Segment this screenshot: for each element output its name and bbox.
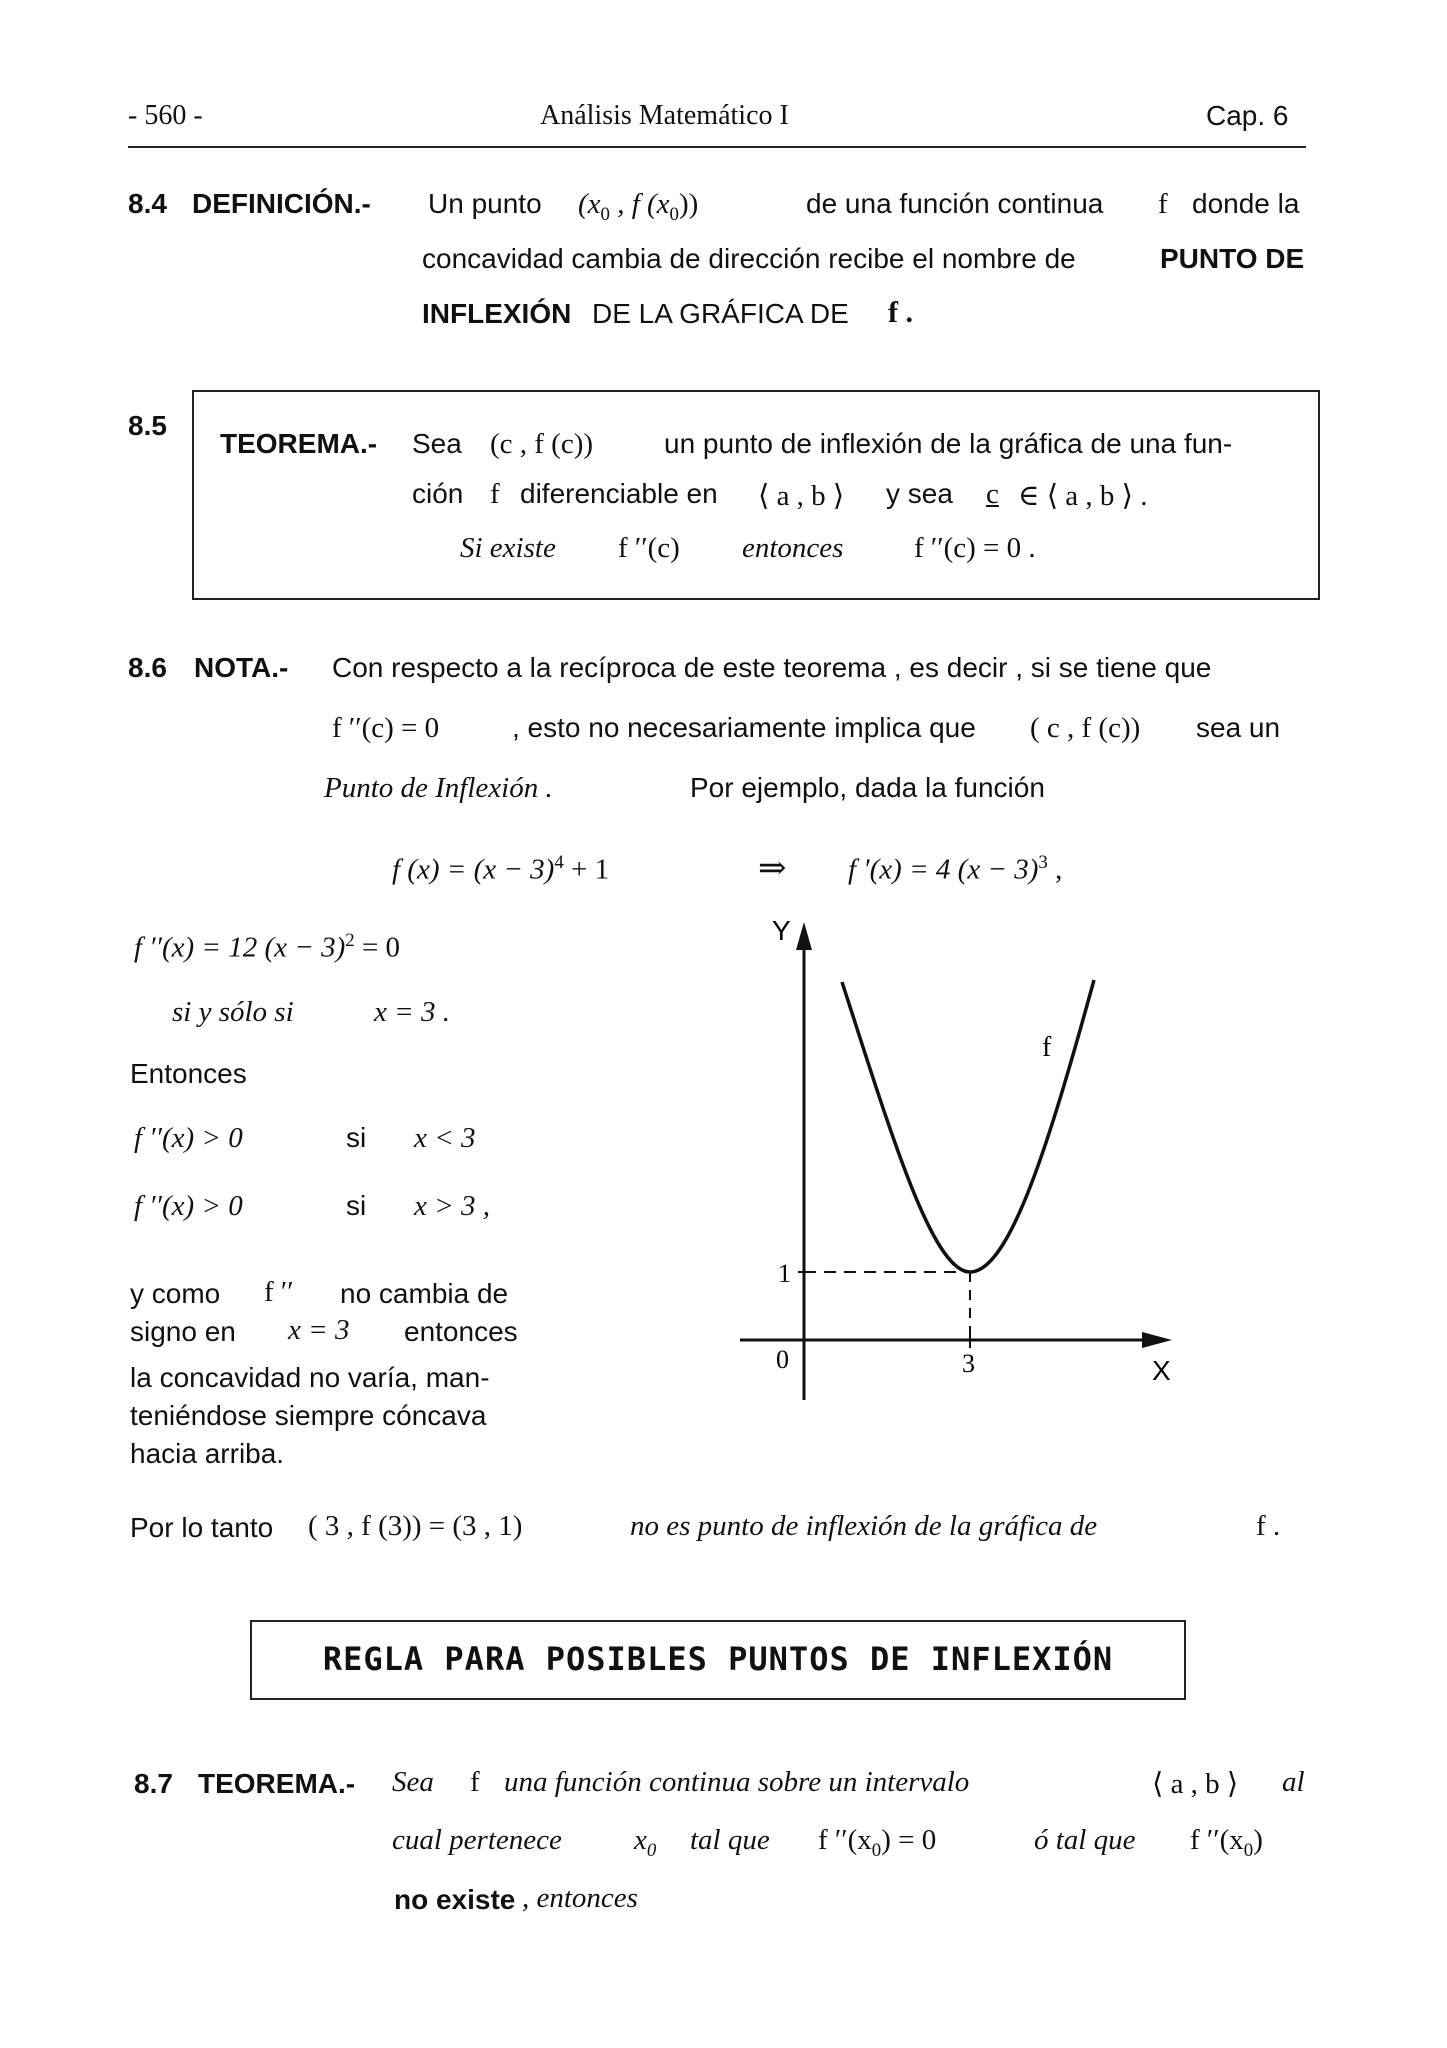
conclusion-f: f . <box>1256 1510 1281 1542</box>
def-point-math: ($x_0$ , f $(x_0)$) <box>578 188 699 225</box>
thm87-l1-b: una función continua sobre un intervalo <box>504 1766 970 1798</box>
para-line2-b: entonces <box>404 1316 518 1347</box>
thm87-number: 8.7 <box>134 1768 173 1799</box>
para-line1-b: no cambia de <box>340 1278 509 1309</box>
thm-line3-a: Si existe <box>460 532 556 564</box>
origin-label: 0 <box>776 1345 789 1374</box>
book-title: Análisis Matemático I <box>540 100 789 131</box>
def-number: 8.4 <box>128 188 167 219</box>
x-tick-label: 3 <box>962 1349 975 1378</box>
def-line1-post-b: donde la <box>1192 188 1300 219</box>
def-line2-bold: PUNTO DE <box>1160 243 1305 274</box>
nota-line2-math2: ( c , f (c)) <box>1030 712 1141 744</box>
entonces-label: Entonces <box>130 1058 247 1089</box>
thm-line1-post: un punto de inflexión de la gráfica de una fun- <box>664 428 1233 459</box>
nota-line2-text-b: sea un <box>1196 712 1281 743</box>
def-f: f <box>1158 188 1168 220</box>
thm87-l1-a: Sea <box>392 1766 434 1798</box>
chapter-label: Cap. 6 <box>1206 100 1289 131</box>
para-line4: teniéndose siempre cóncava <box>130 1400 487 1431</box>
thm87-l3-bold: no existe <box>394 1884 516 1915</box>
iff-math: x = 3 . <box>374 996 450 1028</box>
thm-line2-b: diferenciable en <box>520 478 718 509</box>
implies-arrow: ⇒ <box>758 850 787 887</box>
theorem-box <box>192 390 1320 600</box>
def-line3-text: DE LA GRÁFICA DE <box>592 298 849 329</box>
parabola-graph <box>720 900 1200 1420</box>
thm-line2-a: ción <box>412 478 464 509</box>
thm-label: TEOREMA.- <box>220 428 378 459</box>
nota-line3-text: Por ejemplo, dada la función <box>690 772 1045 803</box>
thm-line2-c: y sea <box>886 478 953 509</box>
para-line5: hacia arriba. <box>130 1438 285 1469</box>
nota-line1: Con respecto a la recíproca de este teorema , es decir , si se tiene que <box>332 652 1212 683</box>
para-line2-a: signo en <box>130 1316 236 1347</box>
def-label: DEFINICIÓN.- <box>192 188 371 219</box>
def-line1-pre: Un punto <box>428 188 542 219</box>
equation-fpp: f ′′(x) = 12 $(x - 3)^2 = 0$ <box>134 930 401 964</box>
nota-line2-text-a: , esto no necesariamente implica que <box>512 712 976 743</box>
def-line3-f: f . <box>888 296 913 329</box>
nota-number: 8.6 <box>128 652 167 683</box>
para-line1-a: y como <box>130 1278 221 1309</box>
cond1-rhs: x < 3 <box>414 1122 476 1154</box>
rule-title: REGLA PARA POSIBLES PUNTOS DE INFLEXIÓN <box>322 1640 1114 1678</box>
def-line2-text: concavidad cambia de dirección recibe el nombre de <box>422 243 1076 274</box>
thm87-l3-italic: , entonces <box>522 1882 638 1914</box>
header-rule <box>128 146 1306 148</box>
def-line1-post-a: de una función continua <box>806 188 1104 219</box>
thm87-l2-m1: f $''(x_0) = 0$ <box>818 1824 937 1861</box>
conclusion-a: Por lo tanto <box>130 1512 274 1543</box>
thm87-l1-f: f <box>470 1766 480 1798</box>
thm-line2-f: f <box>490 478 500 510</box>
conclusion-italic: no es punto de inflexión de la gráfica de <box>630 1510 1098 1542</box>
thm-line2-in: ∈ ⟨ a , b ⟩ . <box>1018 480 1148 512</box>
cond1-math: f ′′(x) > 0 <box>134 1122 243 1154</box>
thm87-l2-b: tal que <box>690 1824 770 1856</box>
x-axis-arrow <box>1142 1332 1172 1348</box>
y-axis-label: Y <box>772 915 791 946</box>
equation-fp: f ′(x) = 4 $(x - 3)^3$ , <box>848 852 1063 886</box>
curve-label: f <box>1042 1032 1052 1063</box>
thm87-label: TEOREMA.- <box>198 1768 356 1799</box>
def-line3-bold: INFLEXIÓN <box>422 298 572 329</box>
thm-line1-math: (c , f (c)) <box>490 428 594 460</box>
para-line1-math: f ′′ <box>264 1276 294 1308</box>
page-number: - 560 - <box>128 100 203 131</box>
thm87-l1-c: al <box>1282 1766 1305 1798</box>
rule-box <box>250 1620 1186 1700</box>
thm-line3-b: entonces <box>742 532 844 564</box>
para-line3: la concavidad no varía, man- <box>130 1362 490 1393</box>
nota-line3-italic: Punto de Inflexión . <box>324 772 553 804</box>
thm87-l1-interval: ⟨ a , b ⟩ <box>1152 1768 1239 1800</box>
thm-line2-cvar: c <box>986 478 999 510</box>
nota-label: NOTA.- <box>194 652 289 683</box>
thm-line3-m2: f ′′(c) = 0 . <box>914 532 1036 564</box>
thm87-l2-x: $x_0$ <box>634 1824 657 1861</box>
thm-line2-interval: ⟨ a , b ⟩ <box>758 480 845 512</box>
thm87-l2-a: cual pertenece <box>392 1824 562 1856</box>
nota-line2-math: f ′′(c) = 0 <box>332 712 440 744</box>
conclusion-math: ( 3 , f (3)) = (3 , 1) <box>308 1510 523 1542</box>
thm-line1-pre: Sea <box>412 428 462 459</box>
parabola-curve <box>842 980 1094 1272</box>
cond2-si: si <box>346 1190 367 1221</box>
thm87-l2-c: ó tal que <box>1034 1824 1136 1856</box>
iff-text: si y sólo si <box>172 996 294 1028</box>
cond1-si: si <box>346 1122 367 1153</box>
y-tick-label: 1 <box>778 1259 791 1288</box>
cond2-math: f ′′(x) > 0 <box>134 1190 243 1222</box>
cond2-rhs: x > 3 , <box>414 1190 490 1222</box>
x-axis-label: X <box>1152 1355 1171 1386</box>
thm-line3-m1: f ′′(c) <box>618 532 680 564</box>
para-line2-math: x = 3 <box>288 1314 350 1346</box>
y-axis-arrow <box>796 922 812 950</box>
equation-f: f $(x) = (x - 3)^4 + 1$ <box>392 852 610 886</box>
thm87-l2-m2: f $''(x_0)$ <box>1190 1824 1263 1861</box>
thm-number: 8.5 <box>128 410 167 441</box>
